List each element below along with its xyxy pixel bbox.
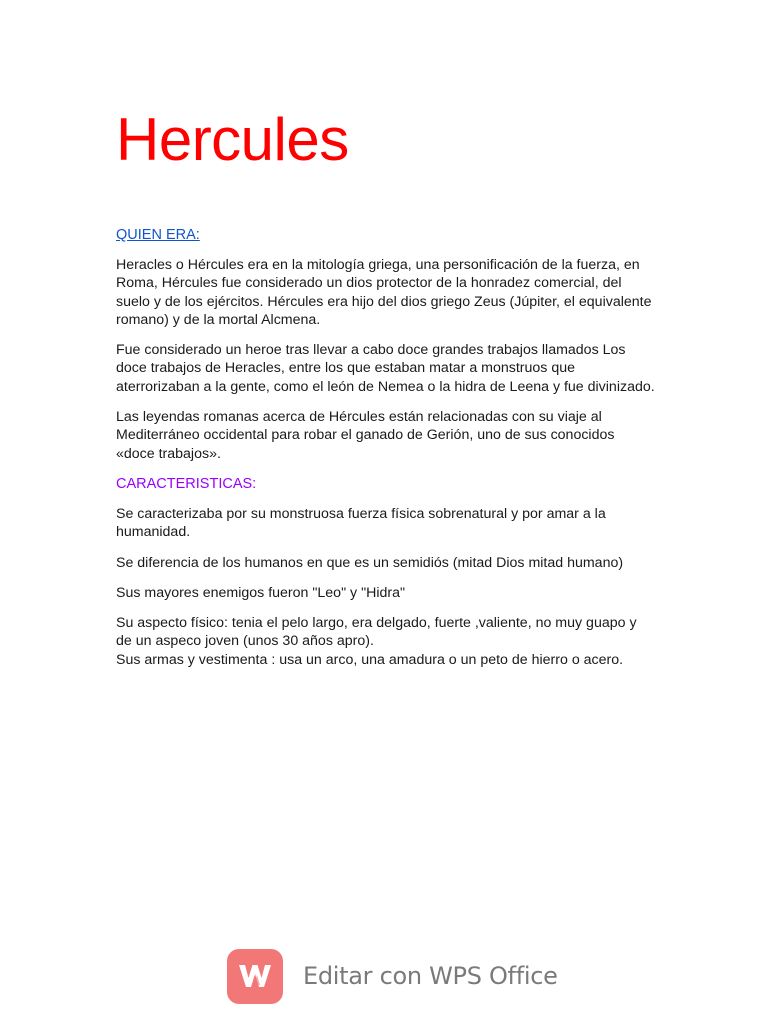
paragraph: Heracles o Hércules era en la mitología griega, una personificación de la fuerza, en Roma, Hércules fue considerado un dios protector de la honradez comercial, del suelo y de los ejércitos. Hércules era hijo del dios griego Zeus (Júpiter, el equivalente romano) y de la mortal Alcmena. xyxy=(116,257,652,328)
paragraph: Su aspecto físico: tenia el pelo largo, era delgado, fuerte ,valiente, no muy guapo y de un aspeco joven (unos 30 años apro). xyxy=(116,615,637,650)
paragraph: Sus armas y vestimenta : usa un arco, una amadura o un peto de hierro o acero. xyxy=(116,651,624,668)
document-title: Hercules xyxy=(116,106,349,173)
document-body xyxy=(116,226,656,681)
paragraph: Se diferencia de los humanos en que es un semidiós (mitad Dios mitad humano) xyxy=(116,554,624,571)
edit-with-wps-button[interactable] xyxy=(227,948,558,1004)
paragraph: Fue considerado un heroe tras llevar a cabo doce grandes trabajos llamados Los doce trabajos de Heracles, entre los que estaban matar a monstruos que aterrorizaban a la gente, como el león de Nemea o la hidra de Leena y fue divinizado. xyxy=(116,342,655,395)
edit-with-wps-label: Editar con WPS Office xyxy=(303,962,558,990)
paragraph: Las leyendas romanas acerca de Hércules están relacionadas con su viaje al Mediterráneo occidental para robar el ganado de Gerión, uno de sus conocidos «doce trabajos». xyxy=(116,409,615,462)
paragraph: Sus mayores enemigos fueron "Leo" y "Hidra" xyxy=(116,584,406,601)
section-heading-caracteristicas: CARACTERISTICAS: xyxy=(116,475,257,492)
section-heading-quien-era: QUIEN ERA: xyxy=(116,227,200,243)
paragraph: Se caracterizaba por su monstruosa fuerza física sobrenatural y por amar a la humanidad. xyxy=(116,505,606,541)
wps-office-logo-icon xyxy=(227,949,283,1004)
